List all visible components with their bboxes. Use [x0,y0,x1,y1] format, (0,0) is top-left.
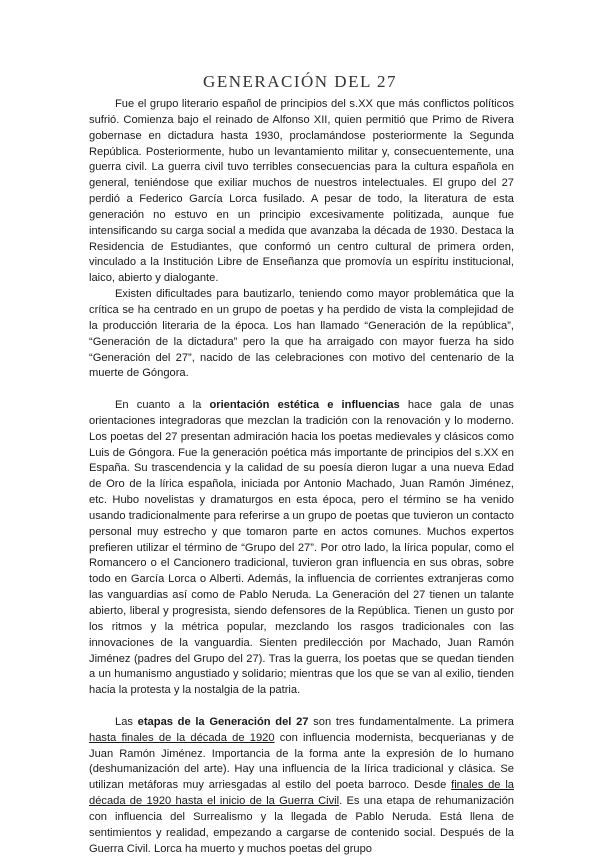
stage-two-underlined: finales de la década de 1920 hasta el inicio de la Guerra Civil [89,779,514,808]
stages-bold-term: etapas de la Generación del 27 [137,715,309,728]
document-body [89,97,514,858]
stages-text-2: con influencia modernista, becquerianas y de Juan Ramón Jiménez. Importancia de la forma ante la expresión de lo humano (deshumanización del arte). Hay una influencia de la lírica tradicional y clásica. Se utilizan metáforas muy arriesgadas al estilo del poeta barroco. Desde [89,731,514,792]
orientation-intro-text: En cuanto a la [115,399,210,412]
paragraph-stages [89,715,514,858]
stages-text-1: son tres fundamentalmente. La primera [308,715,514,728]
paragraph-orientation [89,398,514,699]
orientation-bold-term: orientación estética e influencias [209,399,400,412]
page-title: GENERACIÓN DEL 27 [203,72,397,91]
stages-text-3: . Es una etapa de rehumanización con influencia del Surrealismo y la llegada de Pablo Neruda. Está llena de sentimientos y realidad, empezando a cargarse de contenido social. Después de la Guerra Civil. Lorca ha muerto y muchos poetas del grupo [89,795,514,855]
paragraph-context: Fue el grupo literario español de principios del s.XX que más conflictos políticos sufrió. Comienza bajo el reinado de Alfonso XII, quien permitió que Primo de Rivera gobernase en dictadura hasta 1930, proclamándose posteriormente la Segunda República. Posteriormente, hubo un levantamiento militar y, consecuentemente, una guerra civil. La guerra civil tuvo terribles consecuencias para la cultura española en general, teniéndose que exiliar muchos de nuestros intelectuales. El grupo del 27 perdió a Federico García Lorca fusilado. A pesar de todo, la literatura de esta generación no estuvo en un principio excesivamente politizada, aunque fue intensificando su carga social a medida que avanzaba la década de 1930. Destaca la Residencia de Estudiantes, que conformó un centro cultural de primera orden, vinculado a la Institución Libre de Enseñanza que promovía un espíritu institucional, laico, abierto y dialogante. [89,98,514,285]
stages-intro-text: Las [115,715,138,728]
paragraph-naming: Existen dificultades para bautizarlo, teniendo como mayor problemática que la crítica se ha centrado en un grupo de poetas y ha perdido de vista la complejidad de la producción literaria de la época. Los han llamado “Generación de la república”, “Generación de la dictadura” pero la que ha arraigado con mayor fuerza ha sido “Generación del 27”, nacido de las celebraciones con motivo del centenario de la muerte de Góngora. [89,288,514,380]
orientation-body-text: hace gala de unas orientaciones integradoras que mezclan la tradición con la renovación y lo moderno. Los poetas del 27 presentan admiración hacia los poetas medievales y clásicos como Luis de Góngora. Fue la generación poética más importante de principios del s.XX en España. Su trascendencia y la calidad de su poesía dieron lugar a una nueva Edad de Oro de la lírica española, iniciada por Antonio Machado, Juan Ramón Jiménez, etc. Hubo novelistas y dramaturgos en esta época, pero el término se ha venido usando tradicionalmente para referirse a un grupo de poetas que tuvieron un contacto personal muy estrecho y que tomaron parte en actos comunes. Muchos expertos prefieren utilizar el término de “Grupo del 27”. Por otro lado, la lírica popular, como el Romancero o el Cancionero tradicional, tuvieron gran influencia en sus obras, sobre todo en García Lorca o Alberti. Además, la influencia de corrientes extranjeras como las vanguardias así como de Pablo Neruda. La Generación del 27 tienen un talante abierto, liberal y progresista, siendo defensores de la República. Tienen un gusto por los ritmos y la métrica popular, mezclando los rasgos tradicionales con las innovaciones de la vanguardia. Sienten predilección por Machado, Juan Ramón Jiménez (padres del Grupo del 27). Tras la guerra, los poetas que se quedan tienden a un humanismo angustiado y solidario; mientras que los que se van al exilio, tienden hacia la protesta y la nostalgia de la patria. [89,399,514,697]
stage-one-underlined: hasta finales de la década de 1920 [89,731,275,744]
